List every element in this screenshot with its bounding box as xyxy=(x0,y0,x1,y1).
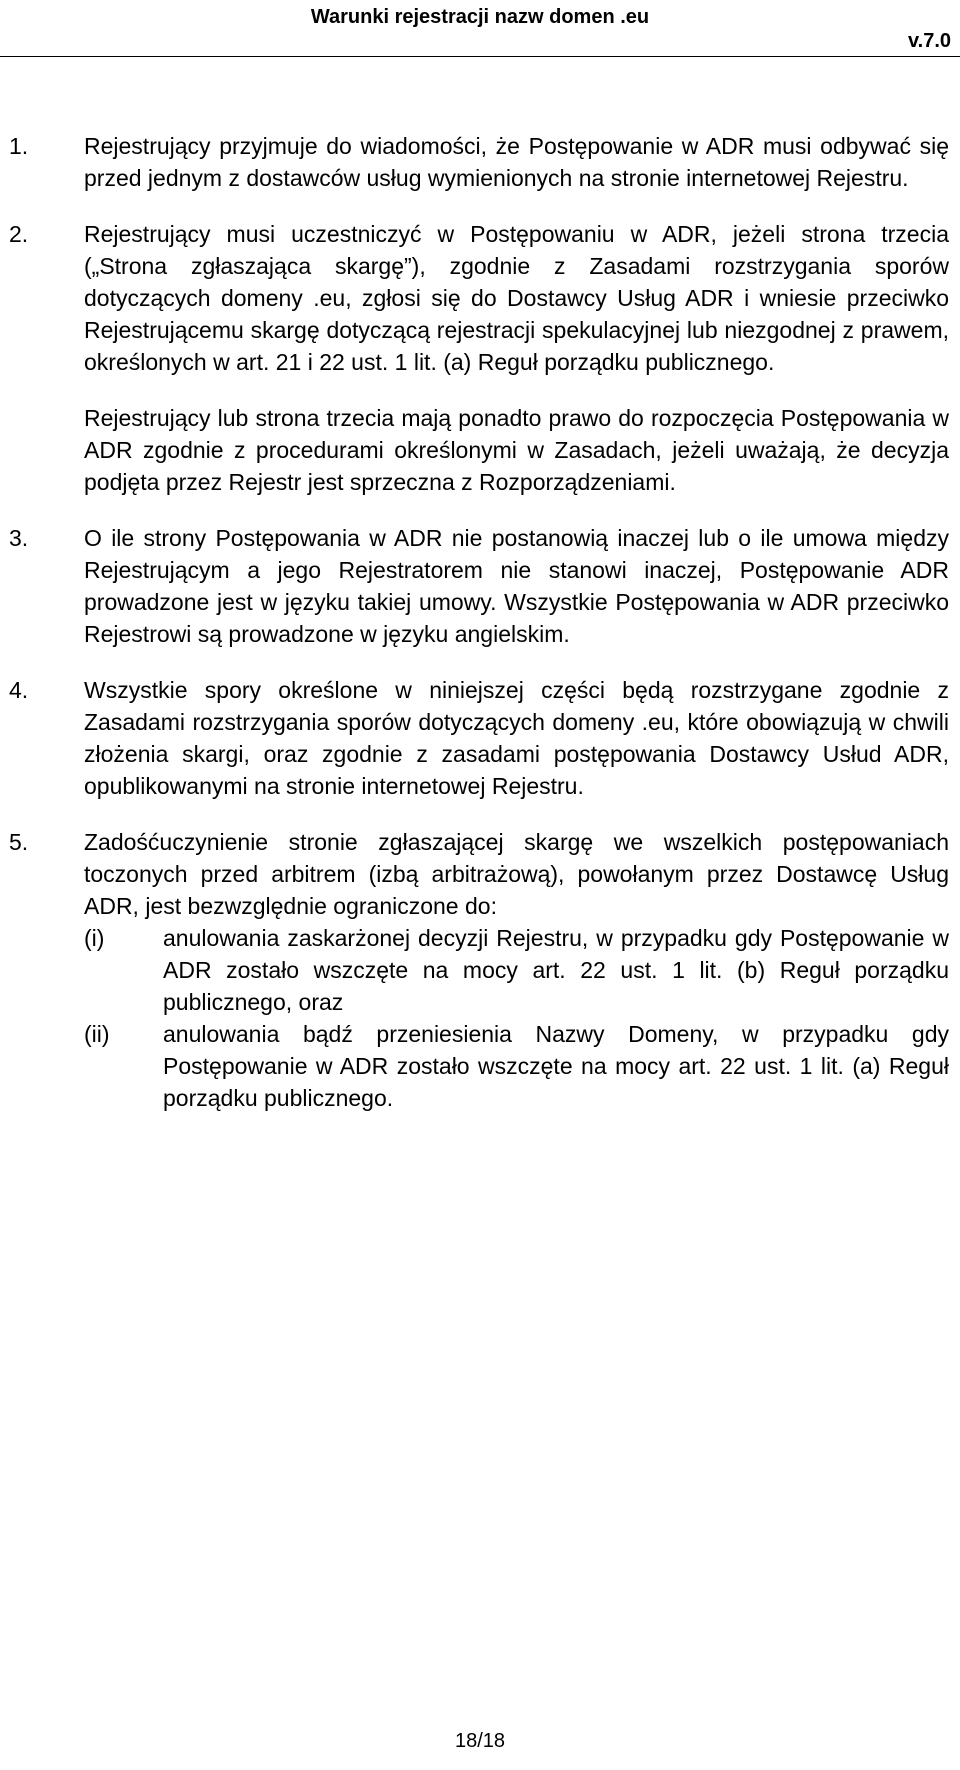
sub-item-number: (ii) xyxy=(84,1021,110,1047)
page-header xyxy=(0,0,960,58)
sub-item-number: (i) xyxy=(84,925,105,951)
item-number: 5. xyxy=(9,829,29,855)
list-item xyxy=(0,218,960,378)
sub-item-text: anulowania bądź przeniesienia Nazwy Domeny, w przypadku gdy Postępowanie w ADR zostało wszczęte na mocy art. 22 ust. 1 lit. (a) Reguł porządku publicznego. xyxy=(163,1021,949,1111)
item-text: Zadośćuczynienie stronie zgłaszającej skargę we wszelkich postępowaniach toczonych przed arbitrem (izbą arbitrażową), powołanym przez Dostawcę Usług ADR, jest bezwzględnie ograniczone do: xyxy=(84,829,949,919)
document-version: v.7.0 xyxy=(908,30,951,52)
item-text: Rejestrujący przyjmuje do wiadomości, że Postępowanie w ADR musi odbywać się przed jednym z dostawców usług wymienionych na stronie internetowej Rejestru. xyxy=(84,133,949,191)
sub-list-item xyxy=(0,922,960,1018)
header-divider xyxy=(0,56,960,57)
list-item xyxy=(0,522,960,650)
item-text: Wszystkie spory określone w niniejszej części będą rozstrzygane zgodnie z Zasadami rozstrzygania sporów dotyczących domeny .eu, które obowiązują w chwili złożenia skargi, oraz zgodnie z zasadami postępowania Dostawcy Usłud ADR, opublikowanymi na stronie internetowej Rejestru. xyxy=(84,677,949,799)
item-number: 1. xyxy=(9,133,29,159)
document-body xyxy=(0,130,960,1114)
sub-item-text: anulowania zaskarżonej decyzji Rejestru, w przypadku gdy Postępowanie w ADR zostało wszczęte na mocy art. 22 ust. 1 lit. (b) Reguł porządku publicznego, oraz xyxy=(163,925,949,1015)
list-item xyxy=(0,674,960,802)
list-item xyxy=(0,130,960,194)
item-text: Rejestrujący lub strona trzecia mają ponadto prawo do rozpoczęcia Postępowania w ADR zgodnie z procedurami określonymi w Zasadach, jeżeli uważają, że decyzja podjęta przez Rejestr jest sprzeczna z Rozporządzeniami. xyxy=(84,405,949,495)
sub-list-item xyxy=(0,1018,960,1114)
item-text: O ile strony Postępowania w ADR nie postanowią inaczej lub o ile umowa między Rejestrującym a jego Rejestratorem nie stanowi inaczej, Postępowanie ADR prowadzone jest w języku takiej umowy. Wszystkie Postępowania w ADR przeciwko Rejestrowi są prowadzone w języku angielskim. xyxy=(84,525,949,647)
item-number: 2. xyxy=(9,221,29,247)
list-item-continuation xyxy=(0,402,960,498)
item-number: 4. xyxy=(9,677,29,703)
item-text: Rejestrujący musi uczestniczyć w Postępowaniu w ADR, jeżeli strona trzecia („Strona zgłaszająca skargę”), zgodnie z Zasadami rozstrzygania sporów dotyczących domeny .eu, zgłosi się do Dostawcy Usług ADR i wniesie przeciwko Rejestrującemu skargę dotyczącą rejestracji spekulacyjnej lub niezgodnej z prawem, określonych w art. 21 i 22 ust. 1 lit. (a) Reguł porządku publicznego. xyxy=(84,221,949,375)
page-number: 18/18 xyxy=(454,1730,506,1752)
item-number: 3. xyxy=(9,525,29,551)
list-item xyxy=(0,826,960,922)
document-title: Warunki rejestracji nazw domen .eu xyxy=(310,6,650,28)
